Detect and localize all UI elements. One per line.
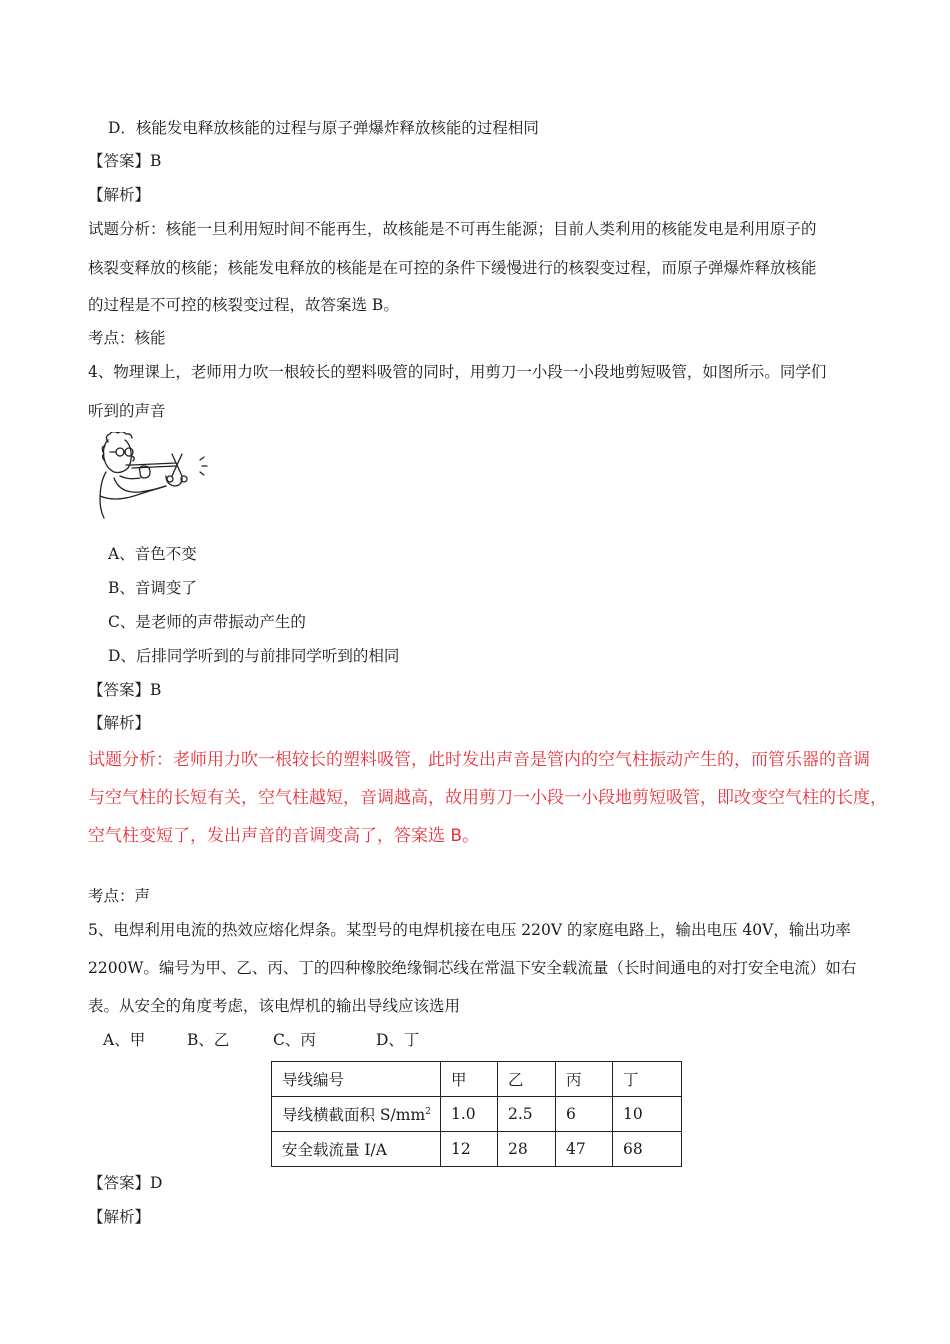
table-header-cell: 丙 [556, 1062, 613, 1097]
table-cell: 12 [441, 1132, 498, 1167]
area-label-text: 导线横截面积 S/mm [282, 1106, 426, 1124]
q3-analysis-line-2: 核裂变释放的核能；核能发电释放的核能是在可控的条件下缓慢进行的核裂变过程，而原子弹爆炸释放核能 [88, 259, 817, 277]
table-cell: 28 [498, 1132, 556, 1167]
table-cell-area-label [272, 1097, 441, 1132]
q4-analysis-label: 【解析】 [88, 714, 151, 732]
table-row [272, 1132, 682, 1167]
q4-answer: 【答案】B [88, 681, 162, 699]
table-cell: 1.0 [441, 1097, 498, 1132]
q3-analysis-line-1: 试题分析：核能一旦利用短时间不能再生，故核能是不可再生能源；目前人类利用的核能发电是利用原子的 [88, 220, 817, 238]
q4-analysis-line-3: 空气柱变短了，发出声音的音调变高了，答案选 B。 [88, 826, 480, 846]
table-header-cell: 丁 [613, 1062, 682, 1097]
table-cell: 47 [556, 1132, 613, 1167]
q5-stem-line-3: 表。从安全的角度考虑，该电焊机的输出导线应该选用 [88, 997, 461, 1015]
teacher-blowing-straw-illustration [96, 432, 220, 522]
q4-analysis-line-1: 试题分析：老师用力吹一根较长的塑料吸管，此时发出声音是管内的空气柱振动产生的，而管乐器的音调 [88, 750, 870, 770]
table-cell: 安全载流量 I/A [272, 1132, 441, 1167]
q3-topic: 考点：核能 [88, 329, 166, 347]
wire-spec-table [271, 1061, 682, 1167]
table-cell: 6 [556, 1097, 613, 1132]
q5-choice-b: B、乙 [187, 1031, 230, 1049]
table-row [272, 1097, 682, 1132]
q5-choice-a: A、甲 [103, 1031, 146, 1049]
table-header-cell: 导线编号 [272, 1062, 441, 1097]
table-row [272, 1062, 682, 1097]
q4-option-d: D、后排同学听到的与前排同学听到的相同 [108, 647, 400, 665]
table-header-cell: 乙 [498, 1062, 556, 1097]
table-cell: 68 [613, 1132, 682, 1167]
q5-answer: 【答案】D [88, 1174, 163, 1192]
table-header-cell: 甲 [441, 1062, 498, 1097]
q3-answer: 【答案】B [88, 152, 162, 170]
area-label-superscript: 2 [425, 1106, 431, 1117]
q5-stem-line-2: 2200W。编号为甲、乙、丙、丁的四种橡胶绝缘铜芯线在常温下安全载流量（长时间通电的对打安全电流）如右 [88, 959, 857, 977]
q4-analysis-line-2: 与空气柱的长短有关，空气柱越短，音调越高，故用剪刀一小段一小段地剪短吸管，即改变空气柱的长度， [88, 788, 887, 808]
q4-option-b: B、音调变了 [108, 579, 197, 597]
q4-option-a: A、音色不变 [108, 545, 197, 563]
q3-analysis-line-3: 的过程是不可控的核裂变过程，故答案选 B。 [88, 296, 399, 314]
q4-stem-line-2: 听到的声音 [88, 402, 166, 420]
q4-topic: 考点：声 [88, 887, 151, 905]
q5-choice-d: D、丁 [376, 1031, 420, 1049]
q5-analysis-label: 【解析】 [88, 1208, 151, 1226]
q5-stem-line-1: 5、电焊利用电流的热效应熔化焊条。某型号的电焊机接在电压 220V 的家庭电路上，输出电压 40V，输出功率 [88, 921, 851, 939]
q4-stem-line-1: 4、物理课上，老师用力吹一根较长的塑料吸管的同时，用剪刀一小段一小段地剪短吸管，如图所示。同学们 [88, 363, 827, 381]
q5-choice-c: C、丙 [273, 1031, 316, 1049]
q3-analysis-label: 【解析】 [88, 186, 151, 204]
q3-option-d: D．核能发电释放核能的过程与原子弹爆炸释放核能的过程相同 [108, 119, 539, 137]
q4-option-c: C、是老师的声带振动产生的 [108, 613, 306, 631]
table-cell: 10 [613, 1097, 682, 1132]
table-cell: 2.5 [498, 1097, 556, 1132]
